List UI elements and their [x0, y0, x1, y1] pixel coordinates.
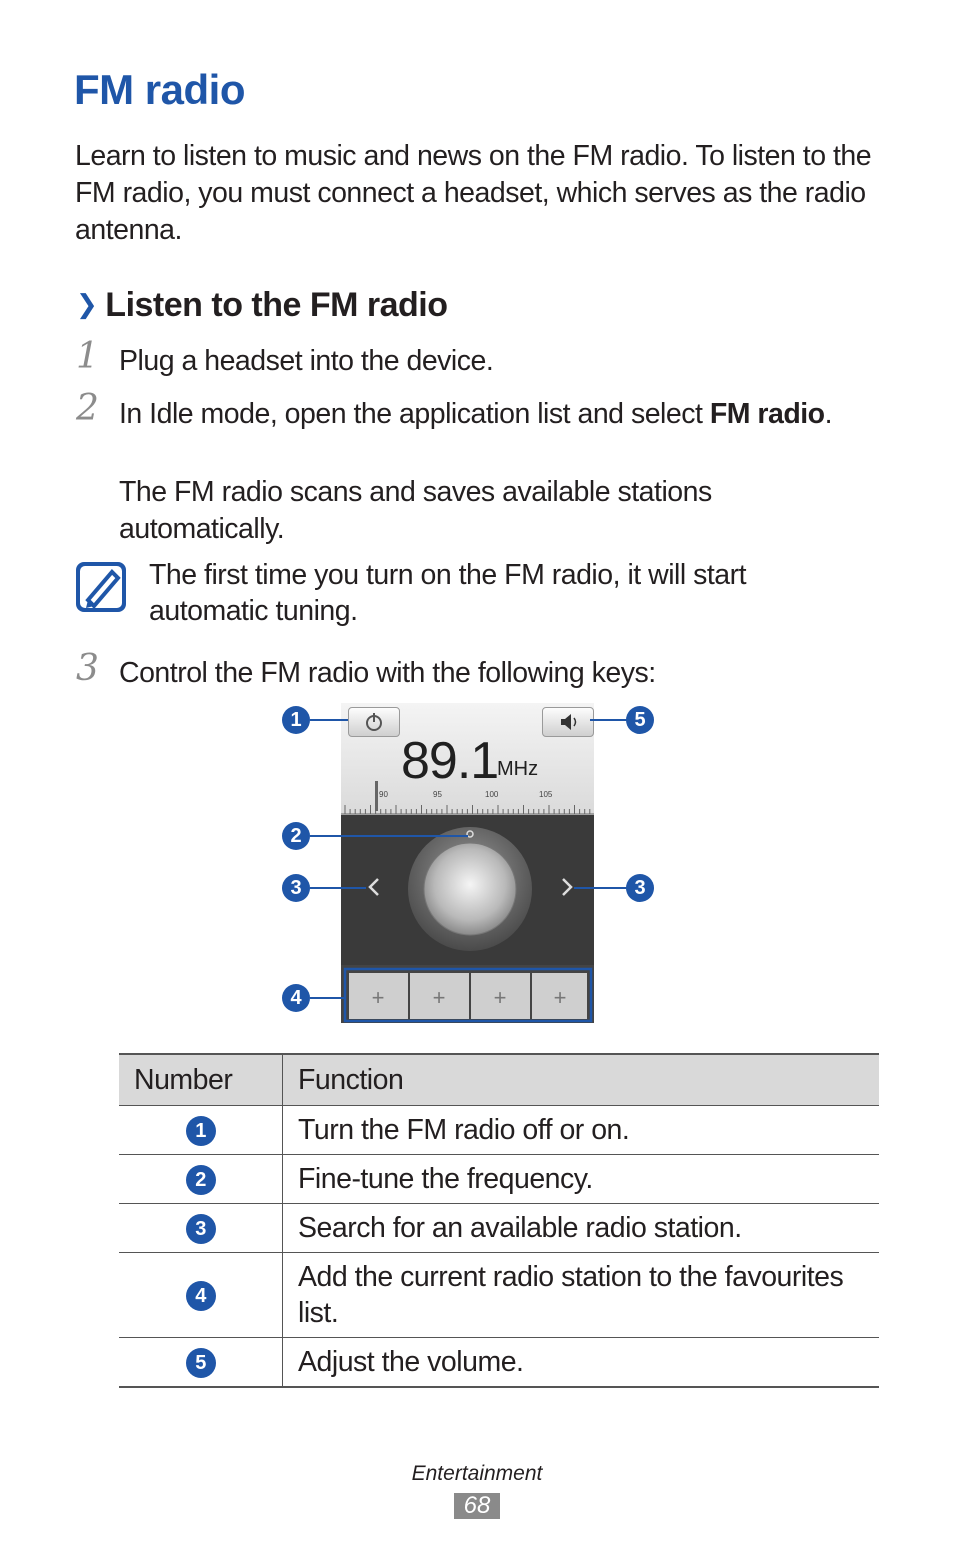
intro-paragraph: Learn to listen to music and news on the FM radio. To listen to the FM radio, you must connect a headset, which serves as the radio antenna.	[75, 140, 872, 246]
table-row	[119, 1204, 879, 1253]
note-pencil-icon	[74, 560, 128, 614]
scale-label-95: 95	[433, 790, 442, 799]
callout-line	[310, 887, 366, 889]
scale-label-90: 90	[379, 790, 388, 799]
function-cell: Adjust the volume.	[283, 1338, 880, 1388]
table-row	[119, 1106, 879, 1155]
function-cell: Turn the FM radio off or on.	[283, 1106, 880, 1155]
number-badge: 4	[186, 1281, 216, 1311]
callout-line	[310, 835, 468, 837]
page-number: 68	[454, 1493, 500, 1519]
function-table	[119, 1053, 879, 1388]
step-2-text-after: .	[824, 398, 832, 430]
column-header-number: Number	[119, 1054, 283, 1106]
fm-radio-screen	[341, 703, 594, 1023]
radio-display	[341, 703, 594, 815]
frequency-scale[interactable]	[341, 781, 594, 815]
step-1-text: Plug a headset into the device.	[119, 345, 494, 377]
table-header-row	[119, 1054, 879, 1106]
callout-line	[310, 719, 348, 721]
step-1-number: 1	[76, 336, 99, 377]
scale-label-105: 105	[539, 790, 553, 799]
footer-section-label: Entertainment	[411, 1462, 543, 1485]
callout-3-left: 3	[282, 874, 310, 902]
add-favourite-icon: +	[432, 985, 446, 1010]
function-cell: Search for an available radio station.	[283, 1204, 880, 1253]
step-2-text-before: In Idle mode, open the application list and select	[119, 398, 710, 430]
add-favourite-icon: +	[553, 985, 567, 1010]
step-2-text	[119, 396, 859, 433]
favourite-slots	[349, 973, 587, 1019]
callout-line	[310, 997, 346, 999]
power-button[interactable]	[348, 707, 400, 737]
step-3-number: 3	[76, 648, 99, 689]
table-row	[119, 1253, 879, 1338]
callout-3-right: 3	[626, 874, 654, 902]
callout-line	[590, 719, 628, 721]
chevron-right-icon: ❯	[76, 289, 98, 319]
frequency-readout: 89.1	[401, 732, 499, 790]
volume-button[interactable]	[542, 707, 594, 737]
seek-right-icon[interactable]	[563, 879, 571, 895]
add-favourite-icon: +	[493, 985, 507, 1010]
power-icon	[349, 708, 399, 736]
number-badge: 3	[186, 1214, 216, 1244]
add-favourite-icon: +	[371, 985, 385, 1010]
number-badge: 5	[186, 1348, 216, 1378]
section-heading-text: Listen to the FM radio	[105, 286, 448, 324]
scale-label-100: 100	[485, 790, 499, 799]
step-2-subtext: The FM radio scans and saves available stations automatically.	[119, 476, 712, 545]
function-cell: Fine-tune the frequency.	[283, 1155, 880, 1204]
callout-5: 5	[626, 706, 654, 734]
callout-1: 1	[282, 706, 310, 734]
function-cell: Add the current radio station to the favourites list.	[283, 1253, 880, 1338]
tuning-knob[interactable]	[408, 827, 532, 951]
tuning-needle	[375, 781, 378, 811]
callout-line	[574, 887, 628, 889]
column-header-function: Function	[283, 1054, 880, 1106]
step-2-number: 2	[76, 388, 99, 429]
number-badge: 2	[186, 1165, 216, 1195]
step-3-text: Control the FM radio with the following keys:	[119, 657, 656, 689]
frequency-unit: MHz	[497, 758, 539, 780]
callout-4: 4	[282, 984, 310, 1012]
table-row	[119, 1155, 879, 1204]
number-badge: 1	[186, 1116, 216, 1146]
section-heading	[76, 286, 448, 325]
seek-left-icon[interactable]	[370, 879, 378, 895]
page-title: FM radio	[74, 66, 245, 113]
table-row	[119, 1338, 879, 1388]
tuning-panel	[341, 815, 594, 965]
note-text: The first time you turn on the FM radio, it will start automatic tuning.	[149, 559, 747, 627]
speaker-icon	[543, 708, 593, 736]
favourites-bar	[341, 965, 594, 1023]
step-2-app-name: FM radio	[709, 398, 825, 430]
callout-2: 2	[282, 822, 310, 850]
